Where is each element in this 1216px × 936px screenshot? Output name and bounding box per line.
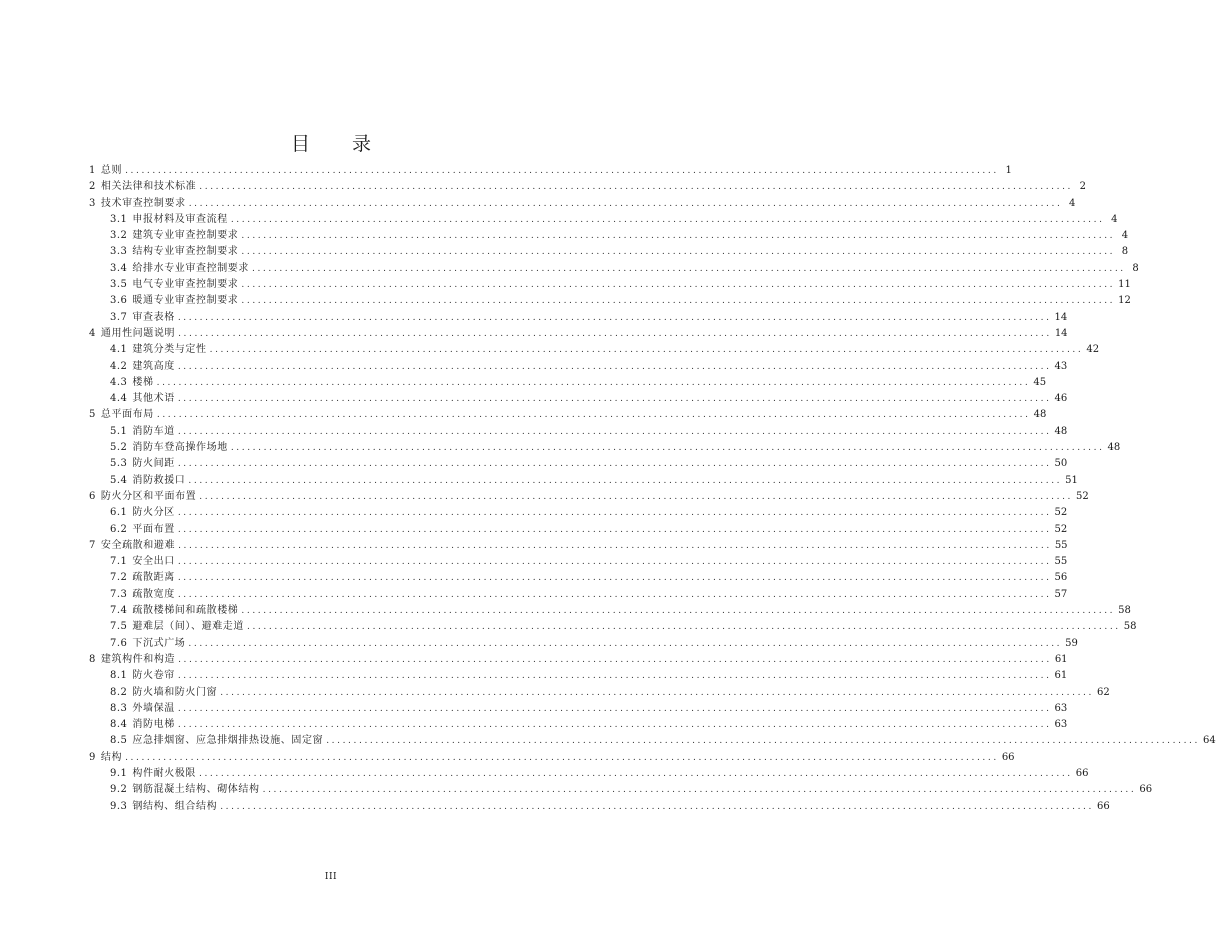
toc-section-entry[interactable] <box>89 424 1068 440</box>
entry-number: 3.6 <box>110 295 128 307</box>
toc-section-entry[interactable] <box>89 277 1131 293</box>
entry-label: 总则 <box>100 165 123 176</box>
entry-page-number: 12 <box>1118 295 1131 307</box>
entry-number: 7.6 <box>110 637 128 649</box>
toc-section-entry[interactable] <box>89 522 1068 538</box>
toc-section-entry[interactable] <box>89 799 1110 815</box>
toc-section-entry[interactable] <box>89 342 1100 358</box>
entry-page-number: 52 <box>1054 507 1068 519</box>
entry-number: 4.4 <box>110 393 128 405</box>
toc-section-entry[interactable] <box>89 668 1068 684</box>
entry-label: 下沉式广场 <box>132 637 186 649</box>
dot-leader: ................................................................................................................................................................ <box>247 622 1121 633</box>
dot-leader: ................................................................................................................................................................ <box>326 736 1200 747</box>
entry-page-number: 55 <box>1054 539 1068 551</box>
entry-page-number: 43 <box>1054 360 1068 372</box>
dot-leader: ................................................................................................................................................................ <box>188 638 1063 649</box>
table-of-contents <box>89 163 1216 815</box>
entry-label: 消防车道 <box>132 425 175 437</box>
entry-page-number: 61 <box>1054 670 1068 682</box>
entry-label: 钢结构、组合结构 <box>132 800 218 812</box>
toc-chapter-entry[interactable] <box>89 750 1015 766</box>
entry-number: 3.3 <box>110 246 128 258</box>
entry-page-number: 66 <box>1139 784 1153 796</box>
toc-section-entry[interactable] <box>89 375 1047 391</box>
dot-leader: ................................................................................................................................................................ <box>199 182 1074 193</box>
toc-section-entry[interactable] <box>89 212 1118 228</box>
entry-number: 3.4 <box>110 262 128 274</box>
entry-number: 9.3 <box>110 800 128 812</box>
entry-page-number: 4 <box>1111 213 1118 225</box>
entry-number: 3.5 <box>110 279 128 291</box>
entry-label: 防火墙和防火门窗 <box>132 686 218 698</box>
dot-leader: ................................................................................................................................................................ <box>178 654 1052 665</box>
entry-page-number: 14 <box>1054 327 1068 339</box>
dot-leader: ................................................................................................................................................................ <box>230 443 1105 454</box>
dot-leader: ................................................................................................................................................................ <box>209 345 1084 356</box>
dot-leader: ................................................................................................................................................................ <box>125 166 999 176</box>
dot-leader: ................................................................................................................................................................ <box>241 296 1116 307</box>
entry-number: 1 <box>89 165 96 176</box>
entry-number: 8.3 <box>110 702 128 714</box>
entry-number: 7.5 <box>110 621 128 633</box>
toc-section-entry[interactable] <box>89 359 1068 375</box>
dot-leader: ................................................................................................................................................................ <box>178 540 1052 551</box>
entry-number: 2 <box>89 181 96 193</box>
dot-leader: ................................................................................................................................................................ <box>188 475 1063 486</box>
entry-label: 应急排烟窗、应急排烟排热设施、固定窗 <box>132 735 324 747</box>
entry-label: 申报材料及审查流程 <box>132 213 228 225</box>
dot-leader: ................................................................................................................................................................ <box>230 214 1105 225</box>
toc-section-entry[interactable] <box>89 228 1129 244</box>
entry-page-number: 55 <box>1054 556 1068 568</box>
dot-leader: ................................................................................................................................................................ <box>125 752 999 763</box>
dot-leader: ................................................................................................................................................................ <box>156 377 1031 388</box>
entry-page-number: 1 <box>1005 165 1012 176</box>
entry-label: 防火间距 <box>132 458 175 470</box>
dot-leader: ................................................................................................................................................................ <box>220 801 1094 812</box>
entry-number: 8.2 <box>110 686 128 698</box>
dot-leader: ................................................................................................................................................................ <box>177 459 1052 470</box>
entry-page-number: 63 <box>1054 702 1068 714</box>
entry-label: 建筑专业审查控制要求 <box>132 230 239 242</box>
toc-section-entry[interactable] <box>89 310 1068 326</box>
entry-page-number: 4 <box>1121 230 1129 242</box>
entry-label: 避难层（间）、避难走道 <box>132 621 245 633</box>
toc-section-entry[interactable] <box>89 456 1068 472</box>
toc-section-entry[interactable] <box>89 261 1139 277</box>
entry-page-number: 56 <box>1054 572 1068 584</box>
dot-leader: ................................................................................................................................................................ <box>241 606 1116 617</box>
entry-number: 5.2 <box>110 442 128 454</box>
entry-page-number: 2 <box>1079 181 1087 193</box>
entry-label: 防火卷帘 <box>132 670 175 682</box>
entry-label: 暖通专业审查控制要求 <box>132 295 239 307</box>
dot-leader: ................................................................................................................................................................ <box>177 426 1052 437</box>
entry-page-number: 50 <box>1054 458 1068 470</box>
entry-page-number: 51 <box>1065 474 1078 486</box>
entry-label: 安全出口 <box>132 556 175 568</box>
dot-leader: ................................................................................................................................................................ <box>188 198 1063 209</box>
entry-label: 建筑分类与定性 <box>132 344 207 356</box>
toc-section-entry[interactable] <box>89 782 1153 798</box>
page-number: III <box>324 872 338 882</box>
entry-label: 通用性问题说明 <box>100 327 176 339</box>
entry-page-number: 58 <box>1123 621 1137 633</box>
entry-number: 8.5 <box>110 735 128 747</box>
toc-chapter-entry[interactable] <box>89 538 1068 554</box>
entry-label: 电气专业审查控制要求 <box>132 279 239 291</box>
entry-number: 5.1 <box>110 425 128 437</box>
dot-leader: ................................................................................................................................................................ <box>262 785 1137 796</box>
entry-page-number: 14 <box>1054 311 1068 323</box>
entry-number: 5 <box>89 409 96 421</box>
entry-page-number: 64 <box>1202 735 1216 747</box>
entry-number: 4.3 <box>110 376 128 388</box>
page-title: 目 录 <box>290 132 390 155</box>
entry-number: 4.2 <box>110 360 128 372</box>
entry-number: 3.1 <box>110 213 128 225</box>
entry-label: 技术审查控制要求 <box>100 197 186 209</box>
toc-chapter-entry[interactable] <box>89 196 1076 212</box>
entry-page-number: 59 <box>1065 637 1078 649</box>
entry-number: 9 <box>89 751 96 763</box>
entry-label: 楼梯 <box>132 376 154 388</box>
dot-leader: ................................................................................................................................................................ <box>199 491 1074 502</box>
entry-page-number: 62 <box>1096 686 1110 698</box>
entry-label: 建筑构件和构造 <box>100 653 176 665</box>
entry-number: 3 <box>89 197 96 209</box>
toc-section-entry[interactable] <box>89 293 1131 309</box>
dot-leader: ................................................................................................................................................................ <box>220 687 1094 698</box>
entry-page-number: 11 <box>1118 279 1131 291</box>
dot-leader: ................................................................................................................................................................ <box>178 328 1052 339</box>
entry-label: 审查表格 <box>132 311 175 323</box>
dot-leader: ................................................................................................................................................................ <box>177 720 1052 731</box>
entry-page-number: 48 <box>1054 425 1068 437</box>
entry-page-number: 48 <box>1107 442 1121 454</box>
dot-leader: ................................................................................................................................................................ <box>241 280 1116 291</box>
entry-page-number: 8 <box>1121 246 1129 258</box>
entry-number: 7.2 <box>110 572 128 584</box>
entry-page-number: 57 <box>1054 588 1068 600</box>
entry-label: 建筑高度 <box>132 360 175 372</box>
dot-leader: ................................................................................................................................................................ <box>177 524 1052 535</box>
entry-label: 防火分区和平面布置 <box>100 490 197 502</box>
entry-number: 3.7 <box>110 311 128 323</box>
toc-section-entry[interactable] <box>89 505 1068 521</box>
toc-section-entry[interactable] <box>89 603 1131 619</box>
toc-section-entry[interactable] <box>89 685 1110 701</box>
entry-number: 7.1 <box>110 556 128 568</box>
entry-page-number: 52 <box>1054 523 1068 535</box>
entry-number: 8.1 <box>110 670 128 682</box>
entry-number: 8.4 <box>110 719 128 731</box>
entry-label: 总平面布局 <box>100 409 154 421</box>
entry-number: 7.4 <box>110 605 128 617</box>
entry-label: 相关法律和技术标准 <box>100 181 197 193</box>
entry-label: 构件耐火极限 <box>132 767 197 779</box>
entry-page-number: 63 <box>1054 719 1068 731</box>
dot-leader: ................................................................................................................................................................ <box>177 557 1052 568</box>
entry-label: 其他术语 <box>132 393 175 405</box>
toc-chapter-entry[interactable] <box>89 407 1047 423</box>
entry-number: 6.2 <box>110 523 128 535</box>
toc-section-entry[interactable] <box>89 244 1129 260</box>
entry-label: 外墙保温 <box>132 702 175 714</box>
entry-number: 3.2 <box>110 230 128 242</box>
dot-leader: ................................................................................................................................................................ <box>177 361 1052 372</box>
toc-section-entry[interactable] <box>89 717 1068 733</box>
entry-number: 8 <box>89 653 96 665</box>
toc-chapter-entry[interactable] <box>89 489 1089 505</box>
entry-page-number: 46 <box>1054 393 1068 405</box>
dot-leader: ................................................................................................................................................................ <box>177 394 1052 405</box>
toc-section-entry[interactable] <box>89 733 1216 749</box>
entry-page-number: 8 <box>1132 262 1139 274</box>
entry-page-number: 48 <box>1033 409 1047 421</box>
entry-page-number: 66 <box>1075 767 1089 779</box>
toc-section-entry[interactable] <box>89 766 1089 782</box>
toc-section-entry[interactable] <box>89 554 1068 570</box>
entry-label: 防火分区 <box>132 507 175 519</box>
toc-section-entry[interactable] <box>89 636 1078 652</box>
entry-label: 安全疏散和避难 <box>100 539 176 551</box>
entry-label: 消防车登高操作场地 <box>132 442 228 454</box>
entry-label: 给排水专业审查控制要求 <box>132 262 250 274</box>
dot-leader: ................................................................................................................................................................ <box>177 508 1052 519</box>
toc-section-entry[interactable] <box>89 440 1121 456</box>
toc-section-entry[interactable] <box>89 701 1068 717</box>
entry-page-number: 4 <box>1069 197 1076 209</box>
dot-leader: ................................................................................................................................................................ <box>252 263 1126 274</box>
entry-number: 4.1 <box>110 344 128 356</box>
entry-number: 5.4 <box>110 474 128 486</box>
entry-page-number: 42 <box>1086 344 1100 356</box>
entry-label: 消防电梯 <box>132 719 175 731</box>
dot-leader: ................................................................................................................................................................ <box>177 671 1052 682</box>
entry-page-number: 45 <box>1033 376 1047 388</box>
entry-label: 疏散距离 <box>132 572 175 584</box>
entry-number: 7 <box>89 539 96 551</box>
dot-leader: ................................................................................................................................................................ <box>199 768 1073 779</box>
toc-section-entry[interactable] <box>89 391 1068 407</box>
dot-leader: ................................................................................................................................................................ <box>177 589 1052 600</box>
entry-page-number: 52 <box>1076 490 1089 502</box>
entry-number: 9.2 <box>110 784 128 796</box>
toc-section-entry[interactable] <box>89 570 1068 586</box>
dot-leader: ................................................................................................................................................................ <box>177 573 1052 584</box>
entry-label: 消防救援口 <box>132 474 186 486</box>
toc-chapter-entry[interactable] <box>89 179 1087 195</box>
dot-leader: ................................................................................................................................................................ <box>241 247 1116 258</box>
entry-label: 结构专业审查控制要求 <box>132 246 239 258</box>
entry-page-number: 61 <box>1054 653 1068 665</box>
entry-page-number: 66 <box>1096 800 1110 812</box>
entry-label: 钢筋混凝土结构、砌体结构 <box>132 784 260 796</box>
entry-label: 疏散楼梯间和疏散楼梯 <box>132 605 239 617</box>
dot-leader: ................................................................................................................................................................ <box>177 703 1052 714</box>
entry-number: 6 <box>89 490 96 502</box>
toc-section-entry[interactable] <box>89 587 1068 603</box>
entry-page-number: 58 <box>1118 605 1131 617</box>
entry-label: 平面布置 <box>132 523 175 535</box>
toc-chapter-entry[interactable] <box>89 652 1068 668</box>
entry-label: 疏散宽度 <box>132 588 175 600</box>
toc-chapter-entry[interactable] <box>89 163 1012 179</box>
entry-label: 结构 <box>100 751 123 763</box>
entry-number: 7.3 <box>110 588 128 600</box>
toc-section-entry[interactable] <box>89 473 1078 489</box>
entry-page-number: 66 <box>1001 751 1015 763</box>
entry-number: 6.1 <box>110 507 128 519</box>
entry-number: 5.3 <box>110 458 128 470</box>
dot-leader: ................................................................................................................................................................ <box>177 312 1052 323</box>
dot-leader: ................................................................................................................................................................ <box>156 410 1031 421</box>
entry-number: 4 <box>89 327 96 339</box>
toc-section-entry[interactable] <box>89 619 1137 635</box>
entry-number: 9.1 <box>110 767 128 779</box>
toc-chapter-entry[interactable] <box>89 326 1068 342</box>
dot-leader: ................................................................................................................................................................ <box>241 231 1116 242</box>
